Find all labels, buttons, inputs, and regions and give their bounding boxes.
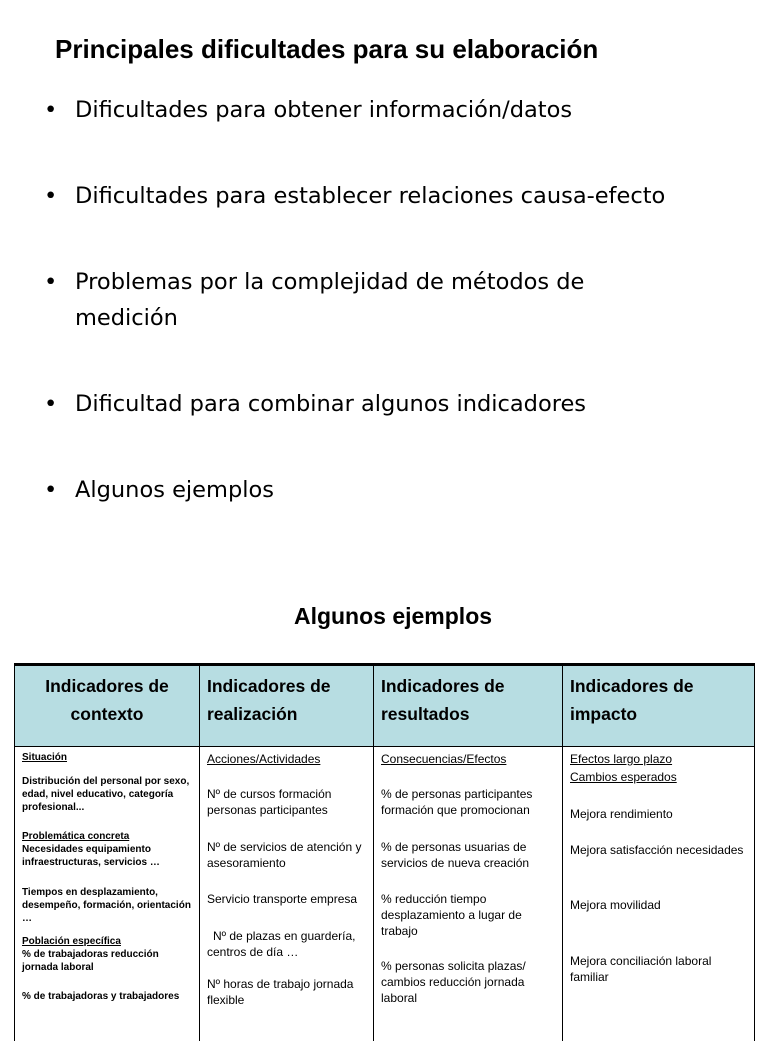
header-impacto: Indicadores de impacto: [563, 665, 755, 747]
acciones-heading: Acciones/Actividades: [207, 751, 366, 767]
bullet-icon: •: [44, 472, 57, 508]
slide-title: Algunos ejemplos: [0, 603, 768, 630]
problematica-heading: Problemática concreta: [22, 830, 192, 843]
distribucion-text: Distribución del personal por sexo, edad, nivel educativo, categoría profesional...: [22, 775, 192, 814]
cursos-text: Nº de cursos formación personas participantes: [207, 786, 366, 818]
bullet-text: Algunos ejemplos: [75, 472, 735, 508]
bullet-icon: •: [44, 92, 57, 128]
bullet-text: Dificultades para obtener información/datos: [75, 92, 735, 128]
solicita-text: % personas solicita plazas/ cambios reducción jornada laboral: [381, 958, 555, 1006]
cell-impacto: [563, 747, 755, 1041]
cell-resultados: [374, 747, 563, 1041]
header-realizacion: Indicadores de realización: [200, 665, 374, 747]
indicators-table: [14, 663, 755, 1041]
bullet-text: Dificultades para establecer relaciones causa-efecto: [75, 178, 735, 214]
cell-realizacion: [200, 747, 374, 1041]
usuarias-text: % de personas usuarias de servicios de nueva creación: [381, 839, 555, 871]
conciliacion-text: Mejora conciliación laboral familiar: [570, 953, 747, 985]
consecuencias-heading: Consecuencias/Efectos: [381, 751, 555, 767]
bullet-text: Problemas por la complejidad de métodos de medición: [75, 264, 665, 336]
situacion-heading: Situación: [22, 751, 192, 764]
efectos-heading: Efectos largo plazo: [570, 751, 747, 767]
transporte-text: Servicio transporte empresa: [207, 891, 366, 907]
bullet-icon: •: [44, 264, 57, 300]
movilidad-text: Mejora movilidad: [570, 897, 747, 913]
table-row: [15, 747, 755, 1041]
cell-contexto: [15, 747, 200, 1041]
necesidades-text: Necesidades equipamiento infraestructuras, servicios …: [22, 843, 192, 869]
rendimiento-text: Mejora rendimiento: [570, 806, 747, 822]
tiempos-text: Tiempos en desplazamiento, desempeño, formación, orientación …: [22, 886, 192, 925]
header-resultados: Indicadores de resultados: [374, 665, 563, 747]
bullet-text: Dificultad para combinar algunos indicadores: [75, 386, 735, 422]
plazas-text: Nº de plazas en guardería, centros de día …: [207, 928, 366, 960]
horas-text: Nº horas de trabajo jornada flexible: [207, 976, 366, 1008]
bullet-icon: •: [44, 178, 57, 214]
poblacion-heading: Población específica: [22, 935, 192, 948]
promocionan-text: % de personas participantes formación que promocionan: [381, 786, 555, 818]
trabajadoras-text: % de trabajadoras y trabajadores: [22, 990, 192, 1003]
bullet-icon: •: [44, 386, 57, 422]
reduccion-text: % de trabajadoras reducción jornada laboral: [22, 948, 192, 974]
table-header-row: [15, 665, 755, 747]
cambios-heading: Cambios esperados: [570, 769, 747, 785]
servicios-text: Nº de servicios de atención y asesoramiento: [207, 839, 366, 871]
header-contexto: Indicadores de contexto: [15, 665, 200, 747]
slide-title: Principales dificultades para su elaboración: [55, 34, 598, 65]
reduccion-tiempo-text: % reducción tiempo desplazamiento a lugar de trabajo: [381, 891, 555, 939]
satisfaccion-text: Mejora satisfacción necesidades: [570, 842, 747, 858]
